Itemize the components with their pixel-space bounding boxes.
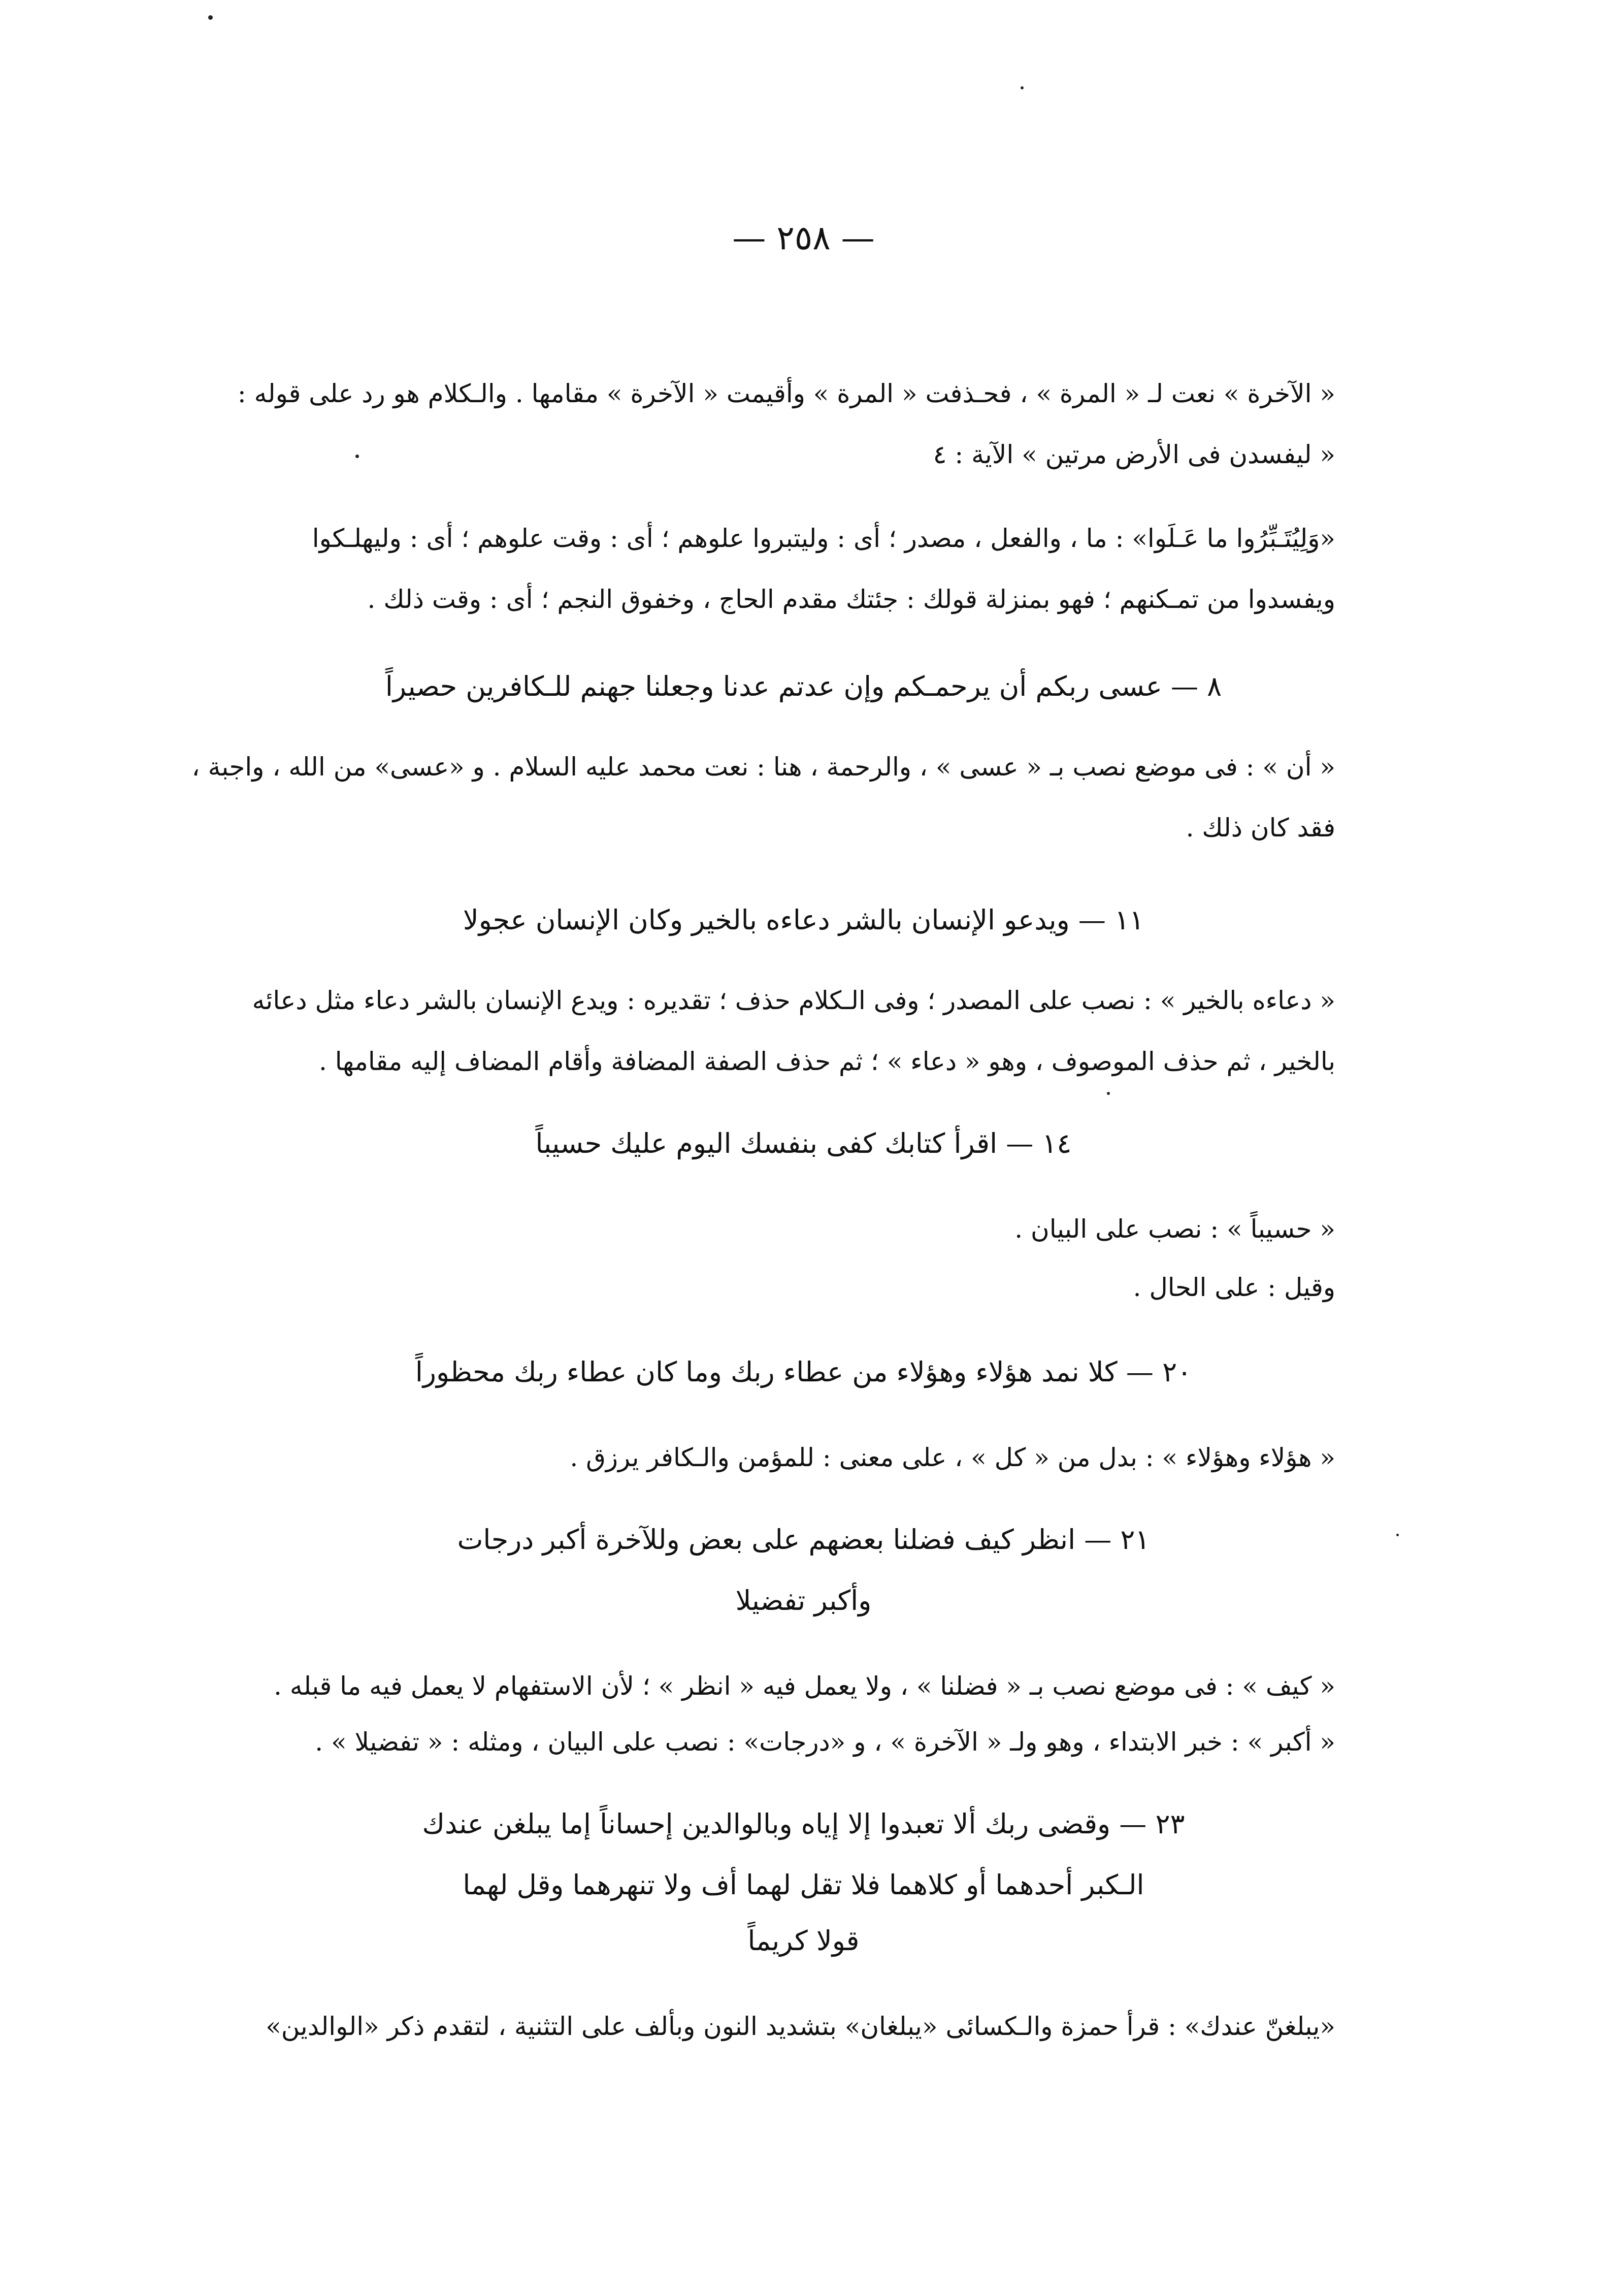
scan-speck — [1021, 86, 1024, 89]
text-line-6: فقد كان ذلك . — [1186, 813, 1335, 843]
text-line-12: « كيف » : فى موضع نصب بـ « فضلنا » ، ولا يعمل فيه « انظر » ؛ لأن الاستفهام لا يعمل فيه ما قبله . — [274, 1671, 1335, 1701]
scan-speck — [1107, 1092, 1110, 1095]
text-line-4: ويفسدوا من تمـكنهم ؛ فهو بمنزلة قولك : جئتك مقدم الحاج ، وخفوق النجم ؛ أى : وقت ذلك . — [367, 585, 1335, 614]
text-line-10: وقيل : على الحال . — [1133, 1273, 1335, 1302]
verse-20: ٢٠ — كلا نمد هؤلاء وهؤلاء من عطاء ربك وما كان عطاء ربك محظوراً — [415, 1356, 1192, 1388]
text-line-2: « ليفسدن فى الأرض مرتين » الآية : ٤ — [933, 440, 1335, 469]
text-line-9: « حسيباً » : نصب على البيان . — [1014, 1214, 1335, 1244]
text-line-3: «وَلِيُتَـبِّرُوا ما عَـلَوا» : ما ، والفعل ، مصدر ؛ أى : وليتبروا علوهم ؛ أى : وقت علوهم ؛ أى : وليهلـكوا — [312, 524, 1335, 553]
verse-11: ١١ — ويدعو الإنسان بالشر دعاءه بالخير وكان الإنسان عجولا — [463, 904, 1144, 936]
scan-speck — [208, 15, 213, 20]
page-number: — ٢٥٨ — — [732, 218, 875, 257]
verse-14: ١٤ — اقرأ كتابك كفى بنفسك اليوم عليك حسيباً — [535, 1127, 1072, 1159]
scan-speck — [355, 455, 359, 458]
text-line-14: «يبلغنّ عندك» : قرأ حمزة والـكسائى «يبلغان» بتشديد النون وبألف على التثنية ، لتقدم ذكر «الوالدين» — [266, 2012, 1335, 2041]
text-line-13: « أكبر » : خبر الابتداء ، وهو ولـ « الآخرة » ، و «درجات» : نصب على البيان ، ومثله : « تفضيلا » . — [315, 1727, 1335, 1757]
text-line-7: « دعاءه بالخير » : نصب على المصدر ؛ وفى الـكلام حذف ؛ تقديره : ويدع الإنسان بالشر دعاء مثل دعائه — [252, 986, 1335, 1015]
verse-23: ٢٣ — وقضى ربك ألا تعبدوا إلا إياه وبالوالدين إحساناً إما يبلغن عندك — [422, 1808, 1185, 1840]
verse-8: ٨ — عسى ربكم أن يرحمـكم وإن عدتم عدنا وجعلنا جهنم للـكافرين حصيراً — [385, 670, 1222, 702]
verse-23-continued: الـكبر أحدهما أو كلاهما فلا تقل لهما أف ولا تنهرهما وقل لهما — [463, 1869, 1144, 1901]
text-line-11: « هؤلاء وهؤلاء » : بدل من « كل » ، على معنى : للمؤمن والـكافر يرزق . — [570, 1443, 1335, 1472]
verse-21: ٢١ — انظر كيف فضلنا بعضهم على بعض وللآخرة أكبر درجات — [457, 1524, 1150, 1556]
text-line-8: بالخير ، ثم حذف الموصوف ، وهو « دعاء » ؛ ثم حذف الصفة المضافة وأقام المضاف إليه مقامها . — [319, 1047, 1335, 1076]
text-line-1: « الآخرة » نعت لـ « المرة » ، فحـذفت « المرة » وأقيمت « الآخرة » مقامها . والـكلام هو رد على قوله : — [237, 379, 1335, 408]
verse-23-end: قولا كريماً — [747, 1925, 860, 1957]
verse-21-continued: وأكبر تفضيلا — [735, 1584, 872, 1616]
text-line-5: « أن » : فى موضع نصب بـ « عسى » ، والرحمة ، هنا : نعت محمد عليه السلام . و «عسى» من الله ، واجبة ، — [191, 752, 1335, 782]
